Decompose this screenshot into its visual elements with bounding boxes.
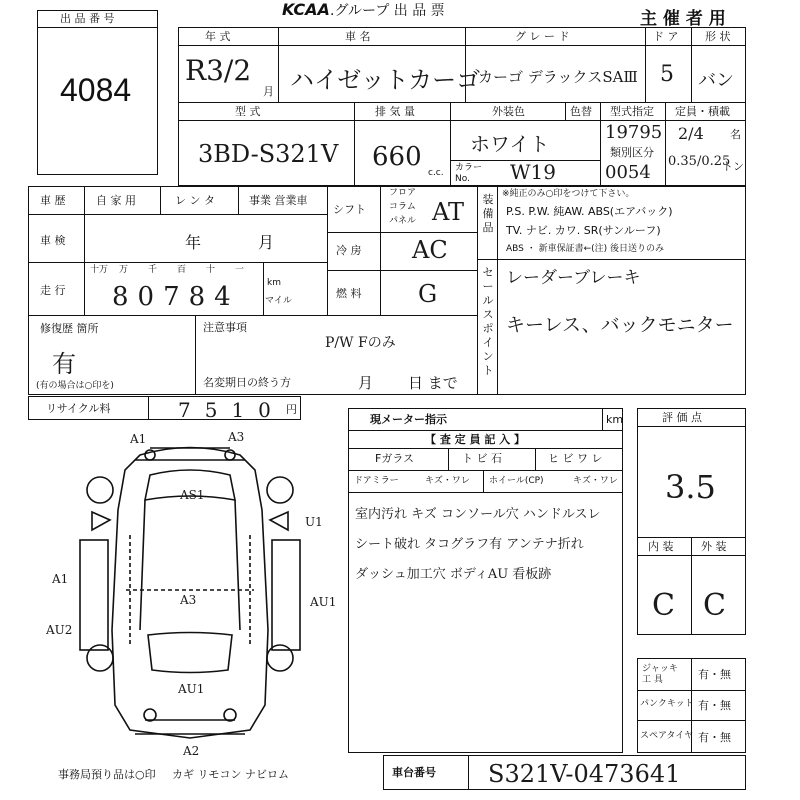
- mark-a3-top: A3: [228, 430, 245, 444]
- jack-value: 有・無: [698, 668, 731, 681]
- mark-a2: A2: [183, 744, 200, 758]
- change-month: 月: [358, 374, 374, 392]
- interior-label: 内 装: [648, 540, 674, 553]
- year-unit: 月: [263, 85, 274, 98]
- color-label: 外装色: [492, 105, 525, 118]
- inspector-header: 【 査 定 員 記 入 】: [425, 433, 525, 446]
- colorcode-label: カラー No.: [455, 163, 483, 184]
- equip-note: ※純正のみ○印をつけて下さい。: [502, 189, 635, 199]
- inspection-year: 年: [185, 233, 202, 252]
- shift-value: AT: [432, 198, 465, 226]
- class-value: 0054: [605, 162, 651, 183]
- equip-vlabel: 装備品: [482, 193, 494, 234]
- model-label: 型 式: [235, 105, 261, 118]
- history-opt3: 事業 営業車: [249, 194, 308, 207]
- colorno-label: 色替: [570, 105, 592, 118]
- repair-value: 有: [52, 350, 76, 378]
- header-title: .グループ 出 品 票: [330, 3, 445, 19]
- mileage-digit-header: 百: [177, 265, 187, 275]
- inspection-label: 車 検: [40, 234, 66, 247]
- lot-number: 4084: [60, 72, 132, 108]
- equip-line1: P.S. P.W. 純AW. ABS(エアバック): [506, 205, 673, 218]
- punk-label: パンクキット: [640, 699, 694, 709]
- name-value: ハイゼットカーゴ: [290, 66, 481, 94]
- ac-label: 冷 房: [336, 244, 362, 257]
- cap-unit: 名: [730, 128, 741, 141]
- office-items: カギ リモコン ナビロム: [172, 768, 289, 781]
- recycle-value: 7510: [178, 398, 285, 422]
- type-value: 19795: [605, 122, 663, 143]
- year-label: 年 式: [205, 30, 231, 43]
- equip-line2: TV. ナビ. カワ. SR(サンルーフ): [506, 224, 661, 237]
- mileage-digit-header: 一: [235, 265, 245, 275]
- wheel-label: ホイール(CP): [489, 476, 544, 486]
- grade-label: グ レ ー ド: [515, 30, 570, 43]
- colorcode-value: W19: [510, 160, 557, 184]
- glass-opt2: ヒ ビ ワ レ: [548, 452, 603, 465]
- score-label: 評 価 点: [662, 411, 702, 424]
- header-brand: KCAA: [282, 0, 330, 19]
- history-opt2: レ ン タ: [175, 194, 215, 207]
- mirror-opt: キズ・ワレ: [425, 476, 470, 486]
- shift-label: シフト: [333, 203, 366, 216]
- mark-a1-left: A1: [52, 572, 69, 586]
- mileage-digit-header: 十万: [90, 265, 109, 275]
- type-label: 型式指定: [610, 105, 654, 118]
- meter-label: 現メーター指示: [370, 413, 447, 426]
- equip-line3: ABS ・ 新車保証書←(注) 後日送りのみ: [506, 244, 665, 254]
- chassis-value: S321V-0473641: [488, 760, 681, 788]
- disp-label: 排 気 量: [375, 105, 415, 118]
- mark-as1: AS1: [180, 488, 205, 502]
- year-value: R3/2: [185, 54, 252, 87]
- sales-vlabel: セールスポイント: [482, 266, 494, 377]
- grade-value: カーゴ デラックスSAⅢ: [478, 68, 638, 86]
- punk-value: 有・無: [698, 699, 731, 712]
- office-note: 事務局預り品は○印: [58, 768, 156, 781]
- exterior-label: 外 装: [701, 540, 727, 553]
- jack-label: ジャッキ 工 具: [642, 664, 678, 685]
- shift-opt-column: コラム: [389, 202, 416, 212]
- mark-u1: U1: [305, 515, 323, 529]
- sales-line2: キーレス、バックモニター: [506, 314, 734, 336]
- shape-value: バン: [698, 70, 734, 91]
- cap-value: 2/4: [678, 124, 704, 143]
- interior-value: C: [652, 588, 675, 623]
- inspection-month: 月: [258, 233, 275, 252]
- remark-line-3: ダッシュ加工穴 ボディAU 看板跡: [355, 567, 552, 582]
- exterior-value: C: [703, 588, 726, 623]
- doors-label: ド ア: [653, 30, 679, 43]
- ac-value: AC: [412, 236, 448, 264]
- host-label: 主 催 者 用: [640, 9, 726, 29]
- repair-label: 修復歴 箇所: [40, 322, 99, 335]
- class-label: 類別区分: [610, 146, 654, 159]
- mileage-value: 80784: [112, 282, 240, 312]
- mark-a3-center: A3: [180, 593, 197, 607]
- mileage-digit-header: 十: [206, 265, 216, 275]
- change-label: 名変期日の終う方: [203, 376, 291, 389]
- fuel-value: G: [418, 280, 438, 308]
- doors-value: 5: [660, 62, 674, 87]
- shift-opt-floor: フロア: [389, 188, 417, 198]
- glass-label: Fガラス: [375, 452, 414, 465]
- spare-value: 有・無: [698, 731, 731, 744]
- repair-note: (有の場合は○印を): [36, 381, 114, 391]
- shape-label: 形 状: [705, 30, 731, 43]
- mark-au1-right: AU1: [310, 595, 337, 609]
- change-day: 日 まで: [408, 374, 458, 392]
- notes-label: 注意事項: [203, 321, 247, 334]
- cap-label: 定員・積載: [675, 105, 730, 118]
- load-unit: トン: [722, 160, 744, 173]
- recycle-unit: 円: [286, 403, 297, 416]
- disp-unit: c.c.: [428, 168, 444, 178]
- chassis-label: 車台番号: [392, 766, 436, 779]
- mileage-digit-header: 万: [119, 265, 129, 275]
- glass-opt1: ト ビ 石: [462, 452, 502, 465]
- mileage-label: 走 行: [40, 284, 66, 297]
- mileage-km: km: [267, 278, 281, 288]
- spare-label: スペアタイヤ: [640, 731, 694, 741]
- mirror-label: ドアミラー: [354, 476, 399, 486]
- disp-value: 660: [372, 142, 422, 172]
- remark-line-1: 室内汚れ キズ コンソール穴 ハンドルスレ: [355, 507, 601, 522]
- model-value: 3BD-S321V: [198, 140, 339, 168]
- color-value: ホワイト: [470, 132, 550, 156]
- mark-au1-rear: AU1: [178, 682, 205, 696]
- mark-au2: AU2: [46, 623, 73, 637]
- score-value: 3.5: [665, 468, 716, 506]
- mileage-digit-header: 千: [148, 265, 158, 275]
- lot-label: 出 品 番 号: [60, 12, 115, 25]
- history-opt1: 自 家 用: [96, 194, 136, 207]
- remark-line-2: シート破れ タコグラフ有 アンテナ折れ: [355, 537, 584, 552]
- load-value: 0.35/0.25: [668, 154, 731, 169]
- wheel-opt: キズ・ワレ: [573, 476, 618, 486]
- sales-line1: レーダーブレーキ: [506, 268, 641, 288]
- name-label: 車 名: [345, 30, 371, 43]
- history-label: 車 歴: [40, 194, 66, 207]
- meter-km: km: [606, 413, 624, 426]
- mark-a1-top: A1: [130, 432, 147, 446]
- notes-value: P/W Fのみ: [325, 335, 396, 351]
- shift-opt-panel: パネル: [389, 216, 417, 226]
- mileage-mile: マイル: [265, 296, 292, 306]
- fuel-label: 燃 料: [336, 287, 362, 300]
- recycle-label: リサイクル料: [46, 402, 111, 415]
